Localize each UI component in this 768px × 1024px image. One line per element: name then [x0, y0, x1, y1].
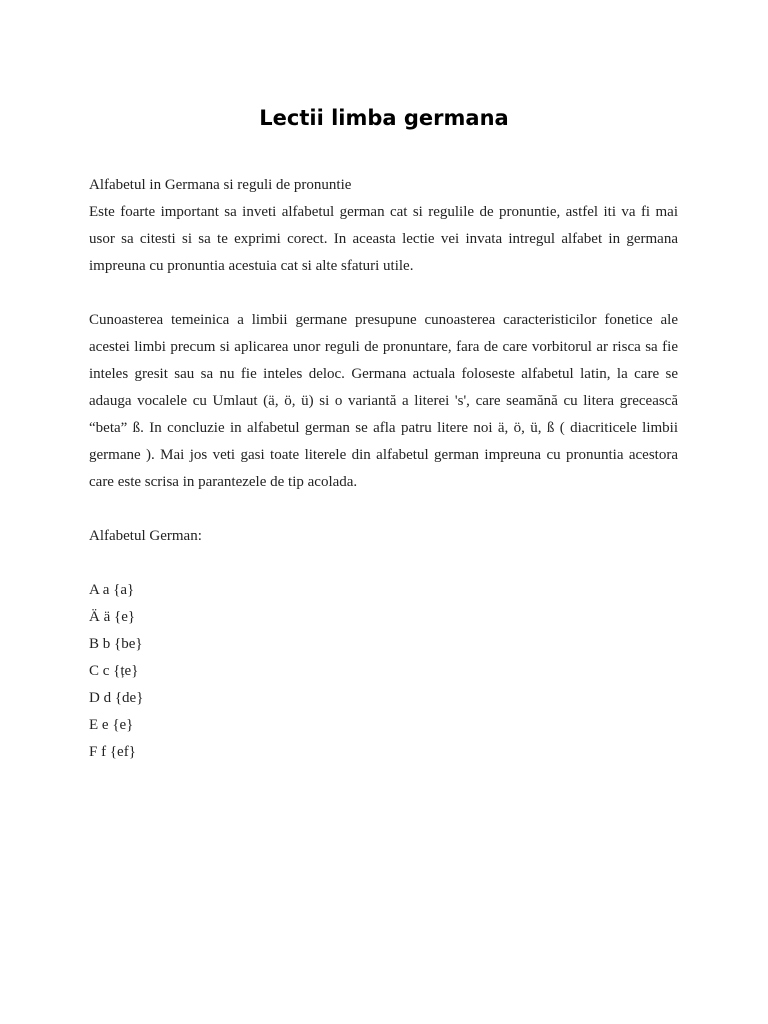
document-title: Lectii limba germana [259, 106, 509, 130]
letter-item-d: D d {de} [89, 690, 144, 706]
document-body [89, 172, 678, 766]
intro-paragraph: Este foarte important sa inveti alfabetul german cat si regulile de pronuntie, astfel iti va fi mai usor sa citesti si sa te exprimi corect. In aceasta lectie vei invata intregul alfabet in germana impreuna cu pronuntia acestuia cat si alte sfaturi utile. [89, 204, 678, 274]
section-subtitle: Alfabetul in Germana si reguli de pronuntie [89, 177, 352, 193]
letter-item-c: C c {țe} [89, 663, 139, 679]
alphabet-list [89, 577, 678, 766]
letter-item-b: B b {be} [89, 636, 143, 652]
alphabet-heading: Alfabetul German: [89, 528, 202, 544]
phonetics-paragraph: Cunoasterea temeinica a limbii germane presupune cunoasterea caracteristicilor fonetice ale acestei limbi precum si aplicarea unor reguli de pronuntare, fara de care vorbitorul ar risca sa fie inteles gresit sau sa nu fie inteles deloc. Germana actuala foloseste alfabetul latin, la care se adauga vocalele cu Umlaut (ä, ö, ü) si o variantă a literei 's', care seamănă cu litera grecească “beta” ß. In concluzie in alfabetul german se afla patru litere noi ä, ö, ü, ß ( diacriticele limbii germane ). Mai jos veti gasi toate literele din alfabetul german impreuna cu pronuntia acestora care este scrisa in parantezele de tip acolada. [89, 312, 678, 490]
letter-item-e: E e {e} [89, 717, 134, 733]
letter-item-a-umlaut: Ä ä {e} [89, 609, 136, 625]
letter-item-a: A a {a} [89, 582, 135, 598]
letter-item-f: F f {ef} [89, 744, 136, 760]
